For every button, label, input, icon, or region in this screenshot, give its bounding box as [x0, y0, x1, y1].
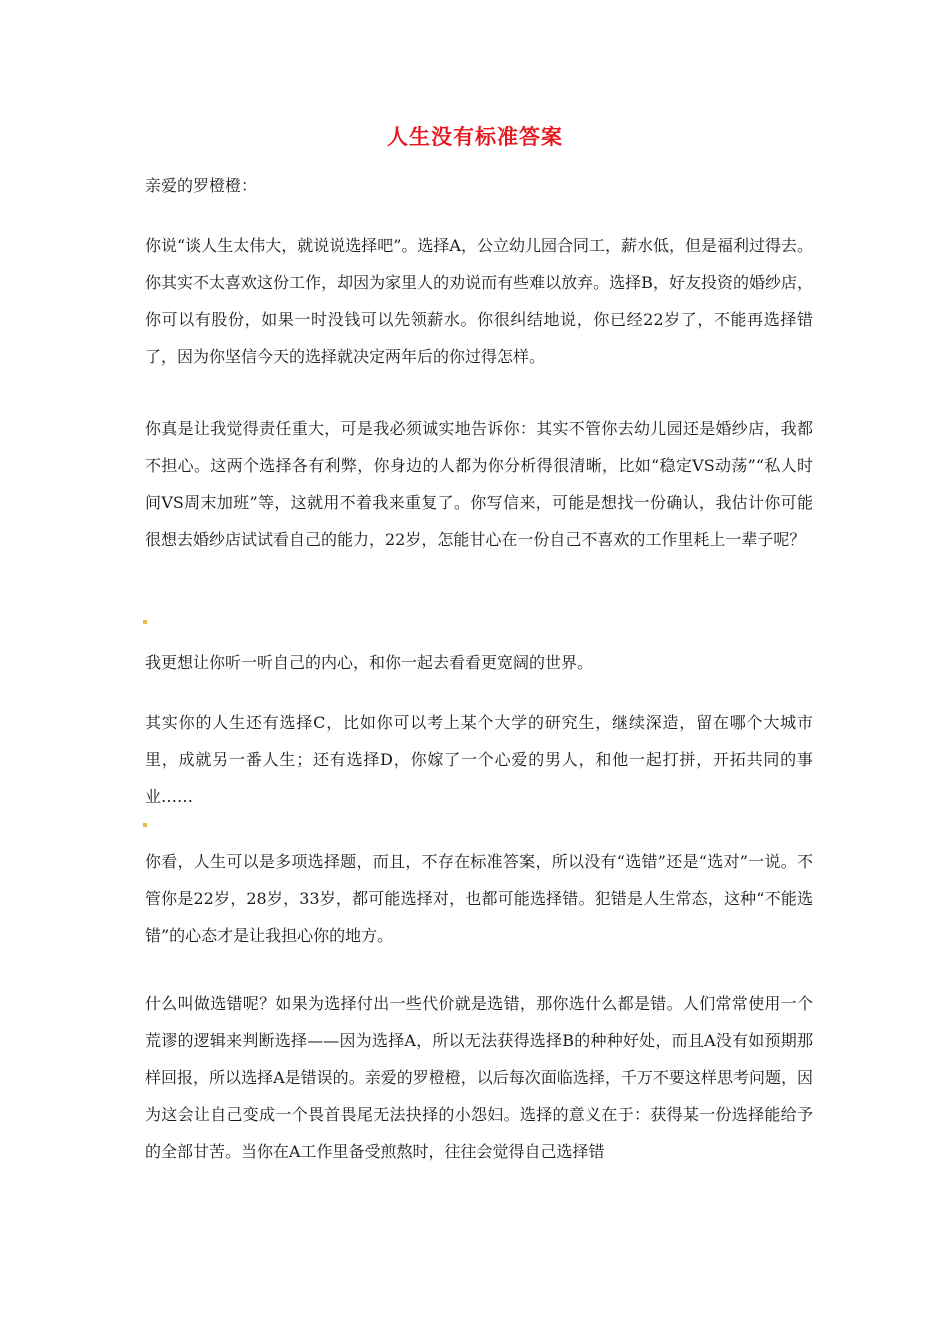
- margin-marker: [143, 823, 147, 827]
- margin-marker: [143, 620, 147, 624]
- paragraph-2: 你真是让我觉得责任重大，可是我必须诚实地告诉你：其实不管你去幼儿园还是婚纱店，我都不担心。这两个选择各有利弊，你身边的人都为你分析得很清晰，比如“稳定VS动荡”“私人时间VS周末加班”等，这就用不着我来重复了。你写信来，可能是想找一份确认，我估计你可能很想去婚纱店试试看自己的能力，22岁，怎能甘心在一份自己不喜欢的工作里耗上一辈子呢？: [145, 419, 813, 549]
- paragraph-6: 什么叫做选错呢？如果为选择付出一些代价就是选错，那你选什么都是错。人们常常使用一个荒谬的逻辑来判断选择——因为选择A，所以无法获得选择B的种种好处，而且A没有如预期那样回报，所以选择A是错误的。亲爱的罗橙橙，以后每次面临选择，千万不要这样思考问题，因为这会让自己变成一个畏首畏尾无法抉择的小怨妇。选择的意义在于：获得某一份选择能给予的全部甘苦。当你在A工作里备受煎熬时，往往会觉得自己选择错: [145, 994, 813, 1161]
- document-title: 人生没有标准答案: [387, 124, 563, 149]
- salutation: 亲爱的罗橙橙：: [145, 176, 258, 195]
- paragraph-1: 你说“谈人生太伟大，就说说选择吧”。选择A，公立幼儿园合同工，薪水低，但是福利过得去。你其实不太喜欢这份工作，却因为家里人的劝说而有些难以放弃。选择B，好友投资的婚纱店，你可以有股份，如果一时没钱可以先领薪水。你很纠结地说，你已经22岁了，不能再选择错了，因为你坚信今天的选择就决定两年后的你过得怎样。: [145, 236, 813, 366]
- paragraph-3: 我更想让你听一听自己的内心，和你一起去看看更宽阔的世界。: [145, 653, 594, 672]
- paragraph-5: 你看，人生可以是多项选择题，而且，不存在标准答案，所以没有“选错”还是“选对”一说。不管你是22岁，28岁，33岁，都可能选择对，也都可能选择错。犯错是人生常态，这种“不能选错”的心态才是让我担心你的地方。: [145, 852, 813, 945]
- paragraph-4: 其实你的人生还有选择C，比如你可以考上某个大学的研究生，继续深造，留在哪个大城市里，成就另一番人生；还有选择D，你嫁了一个心爱的男人，和他一起打拼，开拓共同的事业……: [145, 713, 813, 806]
